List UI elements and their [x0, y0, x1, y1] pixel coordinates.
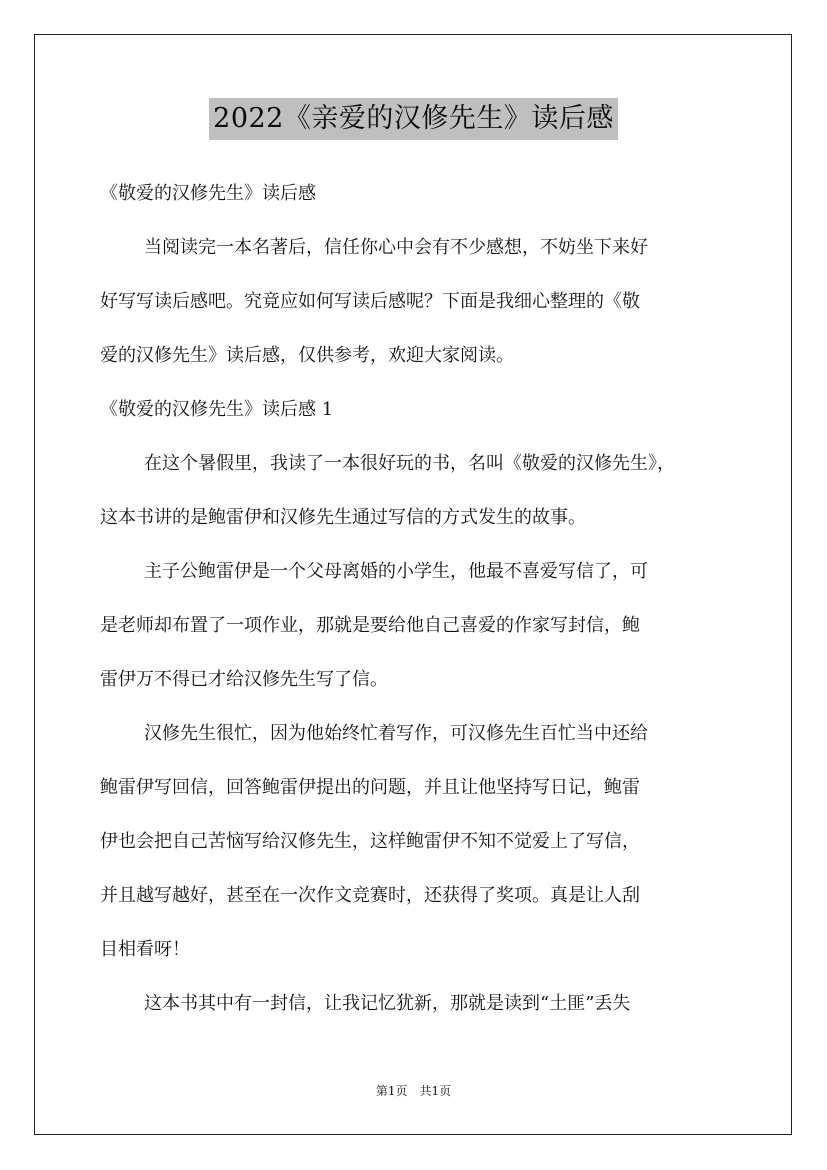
text-line: 在这个暑假里，我读了一本很好玩的书，名叫《敬爱的汉修先生》，: [144, 453, 675, 474]
text-line: 伊也会把自己苦恼写给汉修先生，这样鲍雷伊不知不觉爱上了写信，: [100, 831, 640, 852]
paragraph-heading-intro: [100, 167, 730, 221]
text-line: 好写写读后感吧。究竟应如何写读后感呢？下面是我细心整理的《敬: [100, 291, 640, 312]
page-footer: [0, 1082, 827, 1100]
text-line: 主子公鲍雷伊是一个父母离婚的小学生，他最不喜爱写信了，可: [144, 561, 648, 582]
paragraph-henshaw: [100, 707, 730, 977]
paragraph-summer: [100, 437, 730, 545]
page-number: 第1页 共1页: [375, 1084, 452, 1098]
text-line: 这本书讲的是鲍雷伊和汉修先生通过写信的方式发生的故事。: [100, 507, 586, 528]
text-line: 是老师却布置了一项作业，那就是要给他自己喜爱的作家写封信，鲍: [100, 615, 640, 636]
text-line: 汉修先生很忙，因为他始终忙着写作，可汉修先生百忙当中还给: [144, 723, 648, 744]
title-container: [0, 98, 827, 140]
text-line: 爱的汉修先生》读后感，仅供参考，欢迎大家阅读。: [100, 345, 514, 366]
text-line: 并且越写越好，甚至在一次作文竞赛时，还获得了奖项。真是让人刮: [100, 885, 640, 906]
document-title: 2022《亲爱的汉修先生》读后感: [209, 98, 618, 140]
text-line: 目相看呀！: [100, 939, 190, 960]
paragraph-protagonist: [100, 545, 730, 707]
paragraph-intro: [100, 221, 730, 383]
text-line: 《敬爱的汉修先生》读后感 1: [100, 399, 334, 420]
text-line: 当阅读完一本名著后，信任你心中会有不少感想，不妨坐下来好: [144, 237, 648, 258]
text-line: 《敬爱的汉修先生》读后感: [100, 183, 316, 204]
text-line: 鲍雷伊写回信，回答鲍雷伊提出的问题，并且让他坚持写日记，鲍雷: [100, 777, 640, 798]
text-line: 雷伊万不得已才给汉修先生写了信。: [100, 669, 388, 690]
paragraph-heading-1: [100, 383, 730, 437]
paragraph-letter: [100, 977, 730, 1031]
text-line: 这本书其中有一封信，让我记忆犹新，那就是读到“土匪”丢失: [144, 993, 631, 1014]
